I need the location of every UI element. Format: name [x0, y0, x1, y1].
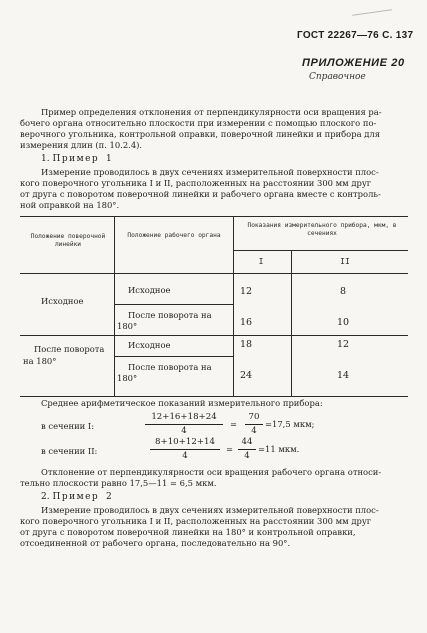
table-col-divider-3 [291, 250, 292, 396]
standard-page-header: ГОСТ 22267—76 С. 137 [297, 30, 414, 41]
table-cell-value: 12 [239, 286, 253, 297]
table-cell-value: 8 [339, 286, 347, 297]
example-1-line-4: ной оправкой на 180°. [20, 200, 120, 210]
example-2-line-3: от друга с поворотом поверочной линейки на 180° и контрольной оправки, [20, 527, 356, 537]
header-ruler-position: Положение поверочной линейки [30, 233, 106, 248]
formula-1-denominator-2: 4 [251, 426, 257, 436]
example-1-number: 1. [41, 154, 50, 164]
formula-1-numerator-2: 70 [248, 412, 260, 422]
example-2-heading [41, 492, 112, 502]
table-col-divider-1 [114, 216, 115, 396]
formula-1-fraction-bar-2 [245, 424, 263, 425]
table-cell-value: 18 [239, 339, 253, 350]
formula-1-result: =17,5 мкм; [265, 419, 315, 429]
header-readings: Показания измерительного прибора, мкм, в сечениях [247, 222, 397, 237]
header-section-2: II [340, 257, 350, 266]
formula-2-equals: = [226, 444, 234, 454]
example-1-index: 1 [106, 154, 112, 164]
intro-line-3: верочного угольника, контрольной оправки, поверочной линейки и прибора для [20, 129, 380, 139]
table-top-border [20, 216, 408, 217]
header-section-1: I [258, 257, 264, 266]
formula-2-numerator-2: 44 [241, 437, 253, 447]
table-row-sep-1 [114, 304, 233, 305]
formula-1-label: в сечении I: [41, 421, 95, 431]
appendix-status: Справочное [309, 72, 366, 82]
intro-line-2: бочего органа относительно плоскости при измерении с помощью плоского по- [20, 118, 377, 128]
example-1-word: Пример [52, 154, 100, 164]
example-1-line-1: Измерение проводилось в двух сечениях измерительной поверхности плос- [41, 167, 379, 177]
table-bottom-border [20, 396, 408, 397]
appendix-title: ПРИЛОЖЕНИЕ 20 [302, 57, 405, 69]
table-row-sep-2 [114, 356, 233, 357]
example-2-word: Пример [52, 492, 100, 502]
example-2-index: 2 [106, 492, 112, 502]
formula-1-denominator: 4 [181, 426, 187, 436]
table-cell-value: 12 [336, 339, 350, 350]
example-2-line-4: отсоединенной от рабочего органа, последовательно на 90°. [20, 538, 291, 548]
table-row-organ-label: Исходное [128, 340, 171, 350]
scan-mark [352, 9, 392, 15]
formula-2-label: в сечении II: [41, 446, 98, 456]
table-cell-value: 10 [336, 317, 350, 328]
example-2-line-2: кого поверочного угольника I и II, расположенных на расстоянии 300 мм друг [20, 516, 372, 526]
formula-1-equals: = [230, 419, 238, 429]
table-row-organ-label: Исходное [128, 285, 171, 295]
table-header-bottom-border [20, 273, 408, 274]
formula-2-denominator-2: 4 [244, 451, 250, 461]
table-cell-value: 14 [336, 370, 350, 381]
intro-line-4: измерения длин (п. 10.2.4). [20, 140, 143, 150]
deviation-line-2: тельно плоскости равно 17,5—11 = 6,5 мкм. [20, 478, 217, 488]
formula-2-fraction-bar [150, 449, 220, 450]
deviation-line-1: Отклонение от перпендикулярности оси вращения рабочего органа относи- [41, 467, 382, 477]
formula-1-fraction-bar [145, 424, 223, 425]
example-1-line-2: кого поверочного угольника I и II, расположенных на расстоянии 300 мм друг [20, 178, 372, 188]
table-group-divider [20, 335, 408, 336]
formula-2-numerator: 8+10+12+14 [155, 437, 215, 447]
table-row-ruler-label: После поворота на 180° [23, 344, 105, 366]
table-subheader-divider [233, 250, 408, 251]
header-organ-position: Положение рабочего органа [127, 232, 221, 239]
table-cell-value: 24 [239, 370, 253, 381]
average-intro: Среднее арифметическое показаний измерительного прибора: [41, 398, 323, 408]
formula-2-denominator: 4 [182, 451, 188, 461]
example-2-number: 2. [41, 492, 50, 502]
formula-1-numerator: 12+16+18+24 [151, 412, 217, 422]
intro-line-1: Пример определения отклонения от перпендикулярности оси вращения ра- [41, 107, 382, 117]
table-row-organ-label: После поворота на 180° [117, 362, 212, 383]
table-row-organ-label: После поворота на 180° [117, 310, 212, 331]
formula-2-result: =11 мкм. [258, 444, 300, 454]
table-row-ruler-label: Исходное [41, 296, 84, 306]
table-col-divider-2 [233, 216, 234, 396]
example-1-line-3: от друга с поворотом поверочной линейки и рабочего органа вместе с контроль- [20, 189, 381, 199]
formula-2-fraction-bar-2 [238, 449, 256, 450]
example-1-heading [41, 154, 112, 164]
table-cell-value: 16 [239, 317, 253, 328]
example-2-line-1: Измерение проводилось в двух сечениях измерительной поверхности плос- [41, 505, 379, 515]
